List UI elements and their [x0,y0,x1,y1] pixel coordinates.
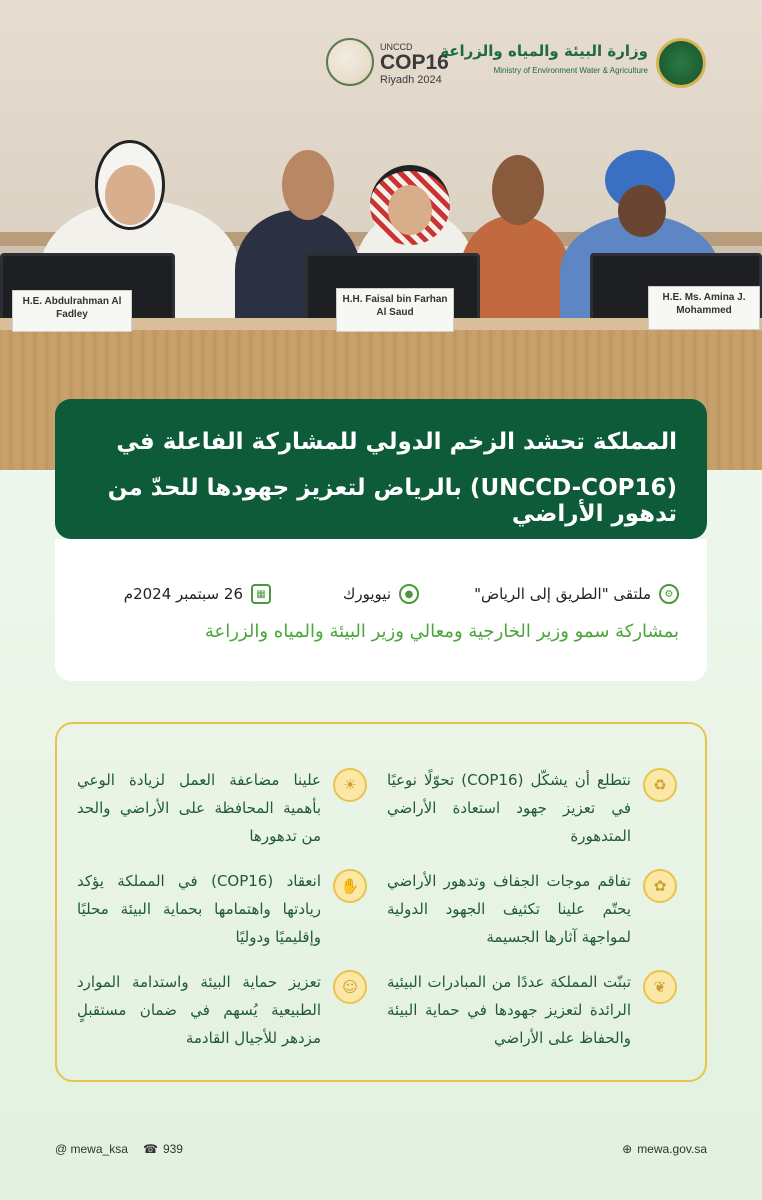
ministry-name-en: Ministry of Environment Water & Agriculture [493,66,648,75]
recycle-icon: ♻ [643,768,677,802]
bulb-icon: ☀ [333,768,367,802]
social-handle[interactable] [55,1142,128,1156]
ministry-emblem-icon [656,38,706,88]
event-location-text: نيويورك [343,585,391,603]
cop16-small-label: UNCCD [380,42,413,52]
event-date [124,581,271,607]
calendar-icon: ▦ [251,584,271,604]
social-handle-text: @ mewa_ksa [55,1142,128,1156]
phone-number-text: 939 [162,1142,183,1156]
website-text: mewa.gov.sa [637,1142,707,1156]
point-1 [387,766,677,854]
phone-icon: ☎ [143,1142,158,1156]
point-2-text: علينا مضاعفة العمل لزيادة الوعي بأهمية المحافظة على الأراضي والحد من تدهورها [77,771,321,845]
nameplate-3: H.E. Ms. Amina J. Mohammed [648,286,760,330]
people-icon: ☺ [333,970,367,1004]
point-3 [387,867,677,955]
cop16-logo [326,38,456,90]
event-name [474,581,679,607]
event-participants: بمشاركة سمو وزير الخارجية ومعالي وزير البيئة والمياه والزراعة [204,621,679,642]
delegate-4-head [492,155,544,225]
event-name-text: ملتقى "الطريق إلى الرياض" [474,585,651,603]
footer [55,1142,707,1162]
point-2 [77,766,367,854]
gear-icon: ⚙ [659,584,679,604]
event-info-row [83,581,679,607]
delegate-left-face [105,165,155,225]
cop16-place: Riyadh 2024 [380,74,442,86]
nameplate-2: H.H. Faisal bin Farhan Al Saud [336,288,454,332]
event-date-text: 26 سبتمبر 2024م [123,585,243,603]
point-6 [77,968,367,1056]
point-3-text: تفاقم موجات الجفاف وتدهور الأراضي يحتّم علينا تكثيف الجهود الدولية لمواجهة آثارها الجسيمة [387,872,631,946]
nameplate-1: H.E. Abdulrahman Al Fadley [12,290,132,332]
location-pin-icon: ● [399,584,419,604]
delegate-right-face [618,185,666,237]
website-link[interactable] [622,1142,707,1156]
headline-banner [55,399,707,539]
key-points-box [55,722,707,1082]
event-location [343,581,419,607]
point-6-text: تعزيز حماية البيئة واستدامة الموارد الطبيعية يُسهم في ضمان مستقبلٍ مزدهر للأجيال القادمة [77,973,321,1047]
delegate-2-head [282,150,334,220]
headline-line-2: (UNCCD-COP16) بالرياض لتعزيز جهودها للحدّ من تدهور الأراضي [107,475,677,527]
point-4-text: انعقاد (COP16) في المملكة يؤكد ريادتها واهتمامها بحماية البيئة محليًا وإقليميًا ودوليًا [77,872,321,946]
cop16-emblem-icon [326,38,374,86]
globe-icon: ⊕ [622,1142,633,1156]
headline-line-1: المملكة تحشد الزخم الدولي للمشاركة الفاعلة في [116,429,677,455]
ministry-name-ar: وزارة البيئة والمياه والزراعة [440,42,648,60]
group-icon: ✿ [643,869,677,903]
point-5-text: تبنّت المملكة عددًا من المبادرات البيئية الرائدة لتعزيز جهودها في حماية البيئة والحفاظ على الأراضي [387,973,631,1047]
event-info-card [55,539,707,681]
handshake-icon: ✋ [333,869,367,903]
hands-plant-icon: ❦ [643,970,677,1004]
point-4 [77,867,367,955]
logo-bar [0,34,762,94]
point-5 [387,968,677,1056]
ministry-logo [440,38,706,90]
point-1-text: نتطلع أن يشكّل (COP16) تحوّلًا نوعيًا في تعزيز جهود استعادة الأراضي المتدهورة [387,771,631,845]
phone-number[interactable] [143,1142,183,1156]
delegate-center-face [388,185,432,235]
cop16-title: COP16 [380,51,449,74]
